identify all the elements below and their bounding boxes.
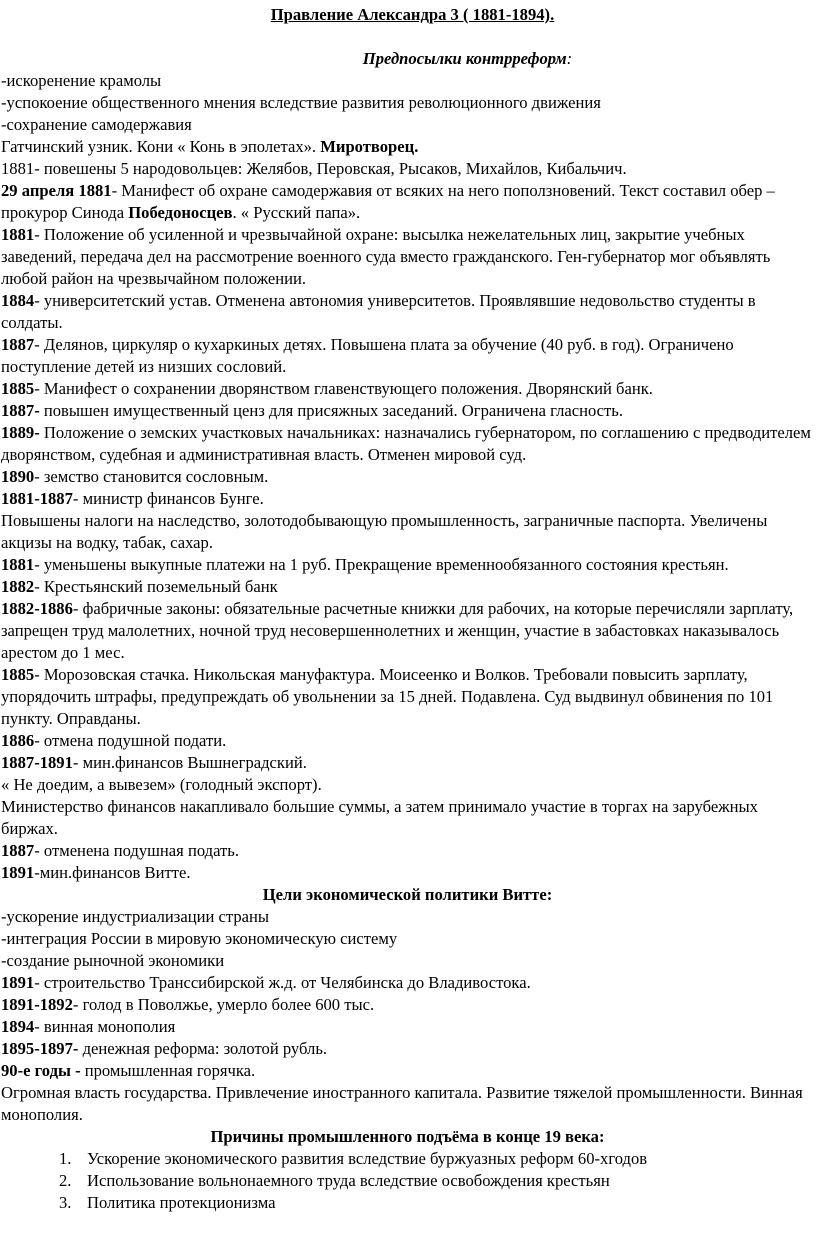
witte-entry-date: 1895-1897- xyxy=(1,1039,79,1058)
entry-text: - Манифест о сохранении дворянством главенствующего положения. Дворянский банк. xyxy=(34,379,653,398)
prerequisite-item: -успокоение общественного мнения вследствие развития революционного движения xyxy=(1,93,601,112)
entry-text: Положение о земских участковых начальниках: назначались губернатором, по соглашению с предводителем дворянством, судебная и административная власть. Отменен мировой суд. xyxy=(1,423,811,464)
entry-text: - министр финансов Бунге. xyxy=(72,489,264,508)
entry-bold-name: Победоносцев xyxy=(128,203,233,222)
reason-number: 3. xyxy=(59,1193,72,1212)
reason-text: Использование вольнонаемного труда вследствие освобождения крестьян xyxy=(87,1171,610,1190)
entry-tail: . « Русский папа». xyxy=(232,203,361,222)
entry-e1885b xyxy=(1,664,814,730)
entry-e1890 xyxy=(1,466,814,488)
page-title: Правление Александра 3 ( 1881-1894). xyxy=(270,5,555,24)
entry-text: 1881- повешены 5 народовольцев: Желябов, Перовская, Рысаков, Михайлов, Кибальчич. xyxy=(1,159,627,178)
witte-entry-text: - винная монополия xyxy=(34,1017,176,1036)
reason-item xyxy=(59,1170,814,1192)
witte-entry-text: денежная реформа: золотой рубль. xyxy=(78,1039,328,1058)
entry-date: 1885 xyxy=(1,665,35,684)
witte-entry-text: Огромная власть государства. Привлечение иностранного капитала. Развитие тяжелой промышленности. Винная монополия. xyxy=(1,1083,803,1124)
entry-text: Министерство финансов накапливало большие суммы, а затем принимало участие в торгах на зарубежных биржах. xyxy=(1,797,758,838)
entry-date: 1881-1887 xyxy=(1,489,73,508)
entry-text: - отменена подушная подать. xyxy=(34,841,239,860)
entry-text: повышен имущественный ценз для присяжных заседаний. Ограничена гласность. xyxy=(39,401,624,420)
entry-text: - фабричные законы: обязательные расчетные книжки для рабочих, на которые перечисляли зарплату, запрещен труд малолетних, ночной труд несовершеннолетних и женщин, участие в забастовках наказывалось арестом до 1 мес. xyxy=(1,599,794,662)
entry-date: 1882 xyxy=(1,577,35,596)
entry-e1881c xyxy=(1,224,814,290)
entry-date: 1886 xyxy=(1,731,35,750)
gatchina-bold: Миротворец. xyxy=(320,137,419,156)
entry-text: - Морозовская стачка. Никольская мануфактура. Моисеенко и Волков. Требовали повысить зарплату, упорядочить штрафы, предупреждать об увольнении за 15 дней. Подавлена. Суд выдвинул обвинения по 101 пункту. Оправданы. xyxy=(1,665,774,728)
witte-heading: Цели экономической политики Витте: xyxy=(262,885,553,904)
entry-e1887a xyxy=(1,334,814,378)
entry-text: - земство становится сословным. xyxy=(34,467,269,486)
witte-entry xyxy=(1,1082,814,1126)
prerequisite-item: -искоренение крамолы xyxy=(1,71,162,90)
subtitle-text: Предпосылки контрреформ xyxy=(362,49,567,68)
entry-export xyxy=(1,774,814,796)
entry-e1887_1891 xyxy=(1,752,814,774)
entry-e1882 xyxy=(1,576,814,598)
witte-goal-item: -интеграция России в мировую экономическую систему xyxy=(1,929,398,948)
reason-item xyxy=(59,1192,814,1214)
entry-e1887c xyxy=(1,840,814,862)
entry-text: - мин.финансов Вышнеградский. xyxy=(72,753,307,772)
reasons-list xyxy=(1,1148,814,1214)
reason-text: Ускорение экономического развития вследствие буржуазных реформ 60-хгодов xyxy=(87,1149,648,1168)
entry-text: - Положение об усиленной и чрезвычайной охране: высылка нежелательных лиц, закрытие учебных заведений, передача дел на рассмотрение военного суда вместо гражданского. Ген-губернатор мог объявлять любой район на чрезвычайном положении. xyxy=(1,225,771,288)
entry-date: 1881 xyxy=(1,225,35,244)
entry-e1889 xyxy=(1,422,814,466)
witte-entry-date: 90-е годы - xyxy=(1,1061,81,1080)
entry-e1886 xyxy=(1,730,814,752)
entry-text: - отмена подушной подати. xyxy=(34,731,227,750)
entry-e1881a xyxy=(1,158,814,180)
reason-number: 2. xyxy=(59,1171,72,1190)
witte-entry-text: - голод в Поволжье, умерло более 600 тыс. xyxy=(72,995,375,1014)
entry-date: 1887 xyxy=(1,335,35,354)
entry-date: 1887 xyxy=(1,841,35,860)
entry-e1882_1886 xyxy=(1,598,814,664)
witte-entry-date: 1891 xyxy=(1,973,35,992)
entry-date: 1891 xyxy=(1,863,35,882)
entry-date: 1882-1886 xyxy=(1,599,73,618)
entry-date: 1887- xyxy=(1,401,40,420)
gatchina-text: Гатчинский узник. Кони « Конь в эполетах». xyxy=(1,137,321,156)
entry-e1887b xyxy=(1,400,814,422)
entry-text: - уменьшены выкупные платежи на 1 руб. Прекращение временнообязанного состояния крестьян. xyxy=(34,555,729,574)
witte-entry-text: - строительство Транссибирской ж.д. от Челябинска до Владивостока. xyxy=(34,973,531,992)
entry-e1884 xyxy=(1,290,814,334)
reason-text: Политика протекционизма xyxy=(87,1193,276,1212)
witte-entries-list xyxy=(1,972,814,1126)
entries-list xyxy=(1,158,814,884)
entry-text: Повышены налоги на наследство, золотодобывающую промышленность, заграничные паспорта. Увеличены акцизы на водку, табак, сахар. xyxy=(1,511,768,552)
witte-entry-date: 1891-1892 xyxy=(1,995,73,1014)
witte-entry xyxy=(1,1016,814,1038)
prerequisites-list xyxy=(1,70,814,136)
entry-text: - университетский устав. Отменена автономия университетов. Проявлявшие недовольство студенты в солдаты. xyxy=(1,291,756,332)
entry-e1881_1887 xyxy=(1,488,814,510)
entry-date: 1884 xyxy=(1,291,35,310)
entry-date: 1881 xyxy=(1,555,35,574)
entry-date: 1887-1891 xyxy=(1,753,73,772)
witte-goal-item: -ускорение индустриализации страны xyxy=(1,907,270,926)
entry-date: 1885 xyxy=(1,379,35,398)
entry-e1881d xyxy=(1,554,814,576)
subtitle-colon: : xyxy=(566,49,573,68)
witte-entry xyxy=(1,972,814,994)
entry-text: - Крестьянский поземельный банк xyxy=(34,577,278,596)
entry-date: 1890 xyxy=(1,467,35,486)
entry-text: -мин.финансов Витте. xyxy=(34,863,191,882)
entry-date: 1889- xyxy=(1,423,40,442)
entry-text: - Манифест об охране самодержавия от всяких на него поползновений. Текст составил обер –прокурор Синода xyxy=(1,181,775,222)
entry-e1885a xyxy=(1,378,814,400)
witte-goal-item: -создание рыночной экономики xyxy=(1,951,225,970)
witte-entry-date: 1894 xyxy=(1,1017,35,1036)
witte-entry xyxy=(1,1038,814,1060)
witte-entry-text: промышленная горячка. xyxy=(80,1061,256,1080)
reasons-heading: Причины промышленного подъёма в конце 19 века: xyxy=(210,1127,605,1146)
prerequisite-item: -сохранение самодержавия xyxy=(1,115,192,134)
entry-text: « Не доедим, а вывезем» (голодный экспорт). xyxy=(1,775,322,794)
reason-item xyxy=(59,1148,814,1170)
reason-number: 1. xyxy=(59,1149,72,1168)
witte-goals-list xyxy=(1,906,814,972)
witte-entry xyxy=(1,994,814,1016)
entry-date: 29 апреля 1881 xyxy=(1,181,112,200)
subtitle xyxy=(1,48,814,70)
entry-text: - Делянов, циркуляр о кухаркиных детях. Повышена плата за обучение (40 руб. в год). Ограничено поступление детей из низших сословий. xyxy=(1,335,734,376)
gatchina-line xyxy=(1,136,814,158)
entry-taxes xyxy=(1,510,814,554)
witte-entry xyxy=(1,1060,814,1082)
document-content xyxy=(0,4,816,1214)
entry-ministry xyxy=(1,796,814,840)
entry-e1881b xyxy=(1,180,814,224)
entry-e1891a xyxy=(1,862,814,884)
